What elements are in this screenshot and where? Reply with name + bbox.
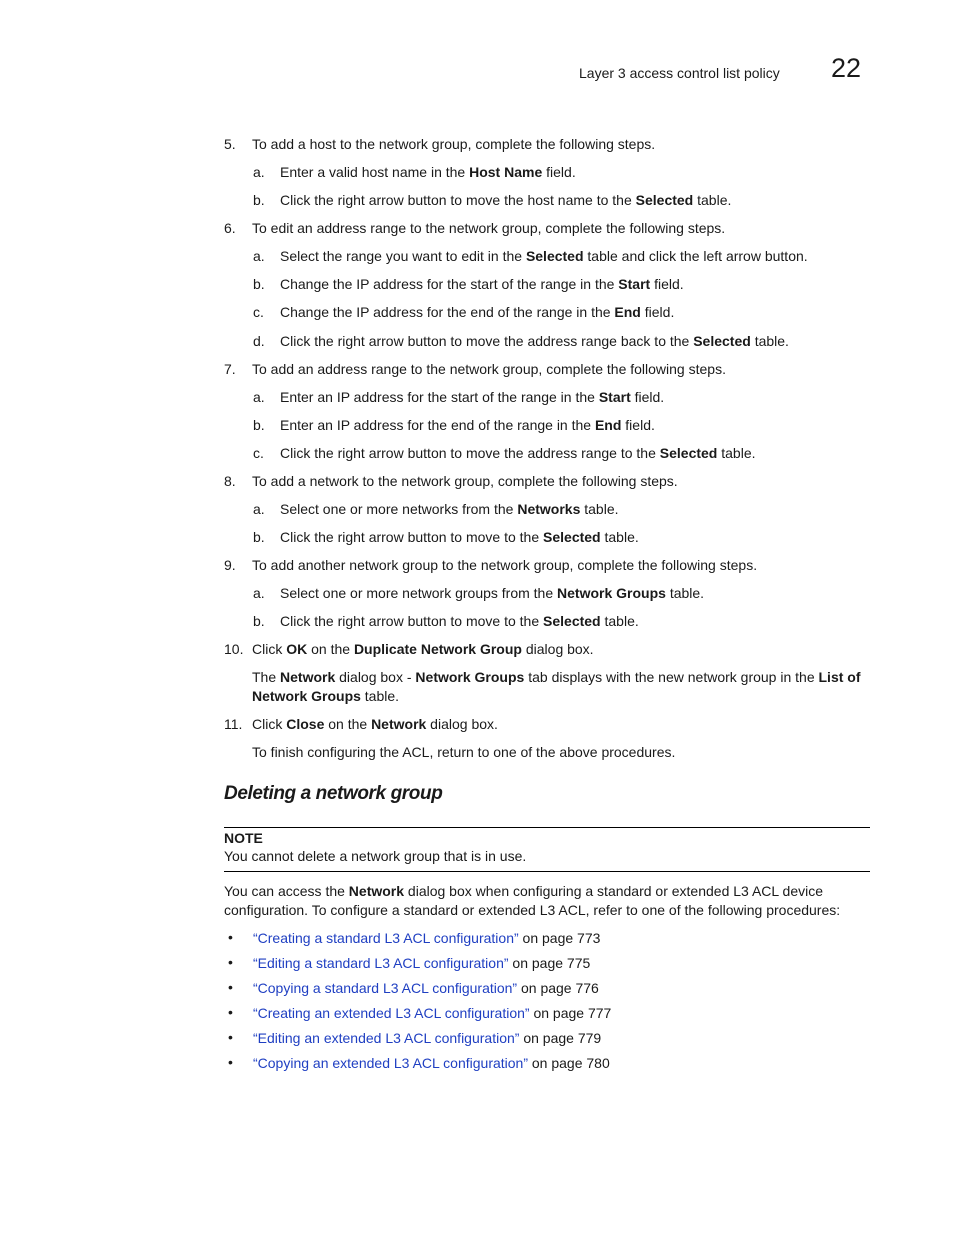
paragraph-run-4: tab displays with the new network group in the [524,669,819,685]
step-text-run-0: Click [252,641,287,657]
substep-text [280,500,619,519]
paragraph-run-1: table. [360,688,400,704]
bullet-icon: • [228,954,233,970]
step-text-run-2: on the [307,641,354,657]
bullet-icon: • [228,979,233,995]
substep-letter: b. [253,417,265,433]
bullet-icon: • [228,929,233,945]
step-text [252,219,725,238]
step-number: 7. [224,361,236,377]
step-text-run-1: Close [286,716,325,732]
step-number: 8. [224,473,236,489]
page-reference: on page 780 [528,1055,610,1071]
substep-text-run-1: Selected [543,529,601,545]
step-text-run-0: To edit an address range to the network group, complete the following steps. [252,220,726,236]
substep-text-run-2: table and click the left arrow button. [583,248,808,264]
step-text [252,556,757,575]
substep-text-run-0: Click the right arrow button to move the host name to the [280,192,636,208]
substep-text-run-1: Host Name [469,164,543,180]
substep-text-run-1: End [594,417,622,433]
procedure-list-item [253,1029,601,1048]
substep-text-run-0: Click the right arrow button to move the address range back to the [280,333,694,349]
intro-run-1: Network [348,883,405,899]
substep-letter: b. [253,613,265,629]
substep-text-run-2: table. [693,192,732,208]
substep-text [280,332,789,351]
cross-reference-link[interactable]: “Copying a standard L3 ACL configuration” [253,980,518,996]
substep-text-run-0: Change the IP address for the end of the range in the [280,304,615,320]
step-10-paragraph-line [252,668,861,687]
note-top-rule [224,827,870,828]
substep-text-run-2: table. [580,501,619,517]
substep-letter: c. [253,445,264,461]
cross-reference-link[interactable]: “Creating a standard L3 ACL configuration” [253,930,519,946]
step-number: 10. [224,641,244,657]
substep-text-run-0: Select the range you want to edit in the [280,248,526,264]
step-text-run-3: Network [371,716,427,732]
step-text-run-0: To add a host to the network group, complete the following steps. [252,136,656,152]
substep-letter: a. [253,164,265,180]
step-text-run-0: To add a network to the network group, complete the following steps. [252,473,678,489]
substep-text [280,388,664,407]
substep-text-run-0: Change the IP address for the start of the range in the [280,276,619,292]
procedure-list-item [253,1004,611,1023]
substep-text-run-2: field. [542,164,576,180]
step-10-paragraph-line [252,687,399,706]
bullet-icon: • [228,1029,233,1045]
substep-letter: b. [253,529,265,545]
step-text-run-2: on the [324,716,372,732]
substep-text-run-0: Enter an IP address for the start of the range in the [280,389,599,405]
procedure-list-item [253,954,590,973]
substep-text [280,163,576,182]
cross-reference-link[interactable]: “Copying an extended L3 ACL configuration” [253,1055,528,1071]
intro-run-0: You can access the [224,883,349,899]
substep-letter: a. [253,501,265,517]
substep-text [280,444,756,463]
chapter-number: 22 [831,53,862,83]
substep-text-run-2: field. [621,417,655,433]
step-text [252,640,594,659]
substep-text-run-2: field. [650,276,684,292]
page-reference: on page 773 [518,930,601,946]
procedure-list-item [253,1054,610,1073]
substep-letter: b. [253,192,265,208]
procedure-list-item [253,929,600,948]
substep-text-run-1: Start [618,276,651,292]
note-bottom-rule [224,871,870,872]
substep-text [280,247,808,266]
step-text [252,472,678,491]
section-heading: Deleting a network group [224,783,443,804]
step-text-run-1: OK [286,641,308,657]
substep-letter: c. [253,304,264,320]
bullet-icon: • [228,1054,233,1070]
procedure-list-item [253,979,599,998]
intro-run-2: dialog box when configuring a standard or extended L3 ACL device [404,883,824,899]
bullet-icon: • [228,1004,233,1020]
substep-text-run-2: table. [717,445,756,461]
substep-text [280,191,731,210]
substep-letter: b. [253,276,265,292]
paragraph-run-0: The [252,669,281,685]
substep-text-run-1: Selected [525,248,584,264]
intro-paragraph-line-1 [224,882,823,901]
step-text [252,715,498,734]
substep-text-run-2: field. [640,304,675,320]
step-text [252,360,726,379]
intro-paragraph-line-2: configuration. To configure a standard or extended L3 ACL, refer to one of the following procedures: [224,902,841,918]
paragraph-run-0: To finish configuring the ACL, return to one of the above procedures. [252,744,676,760]
substep-text-run-0: Enter an IP address for the end of the range in the [280,417,595,433]
substep-text-run-1: Selected [693,333,751,349]
substep-text-run-1: End [614,304,641,320]
step-number: 11. [224,716,243,732]
paragraph-run-1: Network [280,669,336,685]
page-reference: on page 775 [508,955,591,971]
substep-text-run-0: Enter a valid host name in the [280,164,470,180]
substep-text-run-2: field. [630,389,665,405]
note-text: You cannot delete a network group that is in use. [224,848,527,864]
step-text-run-4: dialog box. [521,641,594,657]
substep-text-run-0: Select one or more networks from the [280,501,518,517]
paragraph-run-0: Network Groups [252,688,361,704]
substep-letter: a. [253,389,265,405]
substep-text-run-0: Click the right arrow button to move the address range to the [280,445,660,461]
substep-text [280,584,704,603]
substep-letter: d. [253,333,265,349]
step-text-run-0: To add an address range to the network group, complete the following steps. [252,361,726,377]
substep-text-run-0: Click the right arrow button to move to the [280,613,544,629]
step-number: 9. [224,557,236,573]
page-reference: on page 779 [519,1030,602,1046]
cross-reference-link[interactable]: “Editing a standard L3 ACL configuration” [253,955,509,971]
substep-text [280,416,655,435]
substep-text-run-1: Networks [517,501,581,517]
substep-text-run-1: Selected [543,613,601,629]
paragraph-run-2: dialog box - [335,669,416,685]
substep-text-run-0: Select one or more network groups from the [280,585,558,601]
substep-text-run-1: Selected [635,192,694,208]
cross-reference-link[interactable]: “Creating an extended L3 ACL configuration” [253,1005,530,1021]
substep-text-run-2: table. [665,585,705,601]
substep-text-run-1: Start [598,389,631,405]
substep-text-run-2: table. [600,613,639,629]
substep-text-run-2: table. [750,333,789,349]
substep-letter: a. [253,585,265,601]
step-number: 5. [224,136,236,152]
substep-text [280,528,639,547]
step-text-run-0: To add another network group to the network group, complete the following steps. [252,557,758,573]
step-11-paragraph-line [252,743,675,762]
header-section-title: Layer 3 access control list policy [579,65,780,81]
step-number: 6. [224,220,236,236]
step-text-run-4: dialog box. [426,716,498,732]
step-text-run-0: Click [252,716,287,732]
substep-text [280,303,674,322]
substep-text-run-0: Click the right arrow button to move to the [280,529,544,545]
substep-text-run-1: Network Groups [557,585,666,601]
substep-text-run-1: Selected [659,445,718,461]
cross-reference-link[interactable]: “Editing an extended L3 ACL configuration” [253,1030,520,1046]
step-text-run-3: Duplicate Network Group [353,641,522,657]
substep-letter: a. [253,248,265,264]
page-reference: on page 777 [529,1005,612,1021]
substep-text [280,612,639,631]
substep-text [280,275,684,294]
paragraph-run-5: List of [818,669,861,685]
note-label: NOTE [224,830,263,846]
page-reference: on page 776 [517,980,599,996]
substep-text-run-2: table. [600,529,639,545]
paragraph-run-3: Network Groups [415,669,525,685]
step-text [252,135,655,154]
